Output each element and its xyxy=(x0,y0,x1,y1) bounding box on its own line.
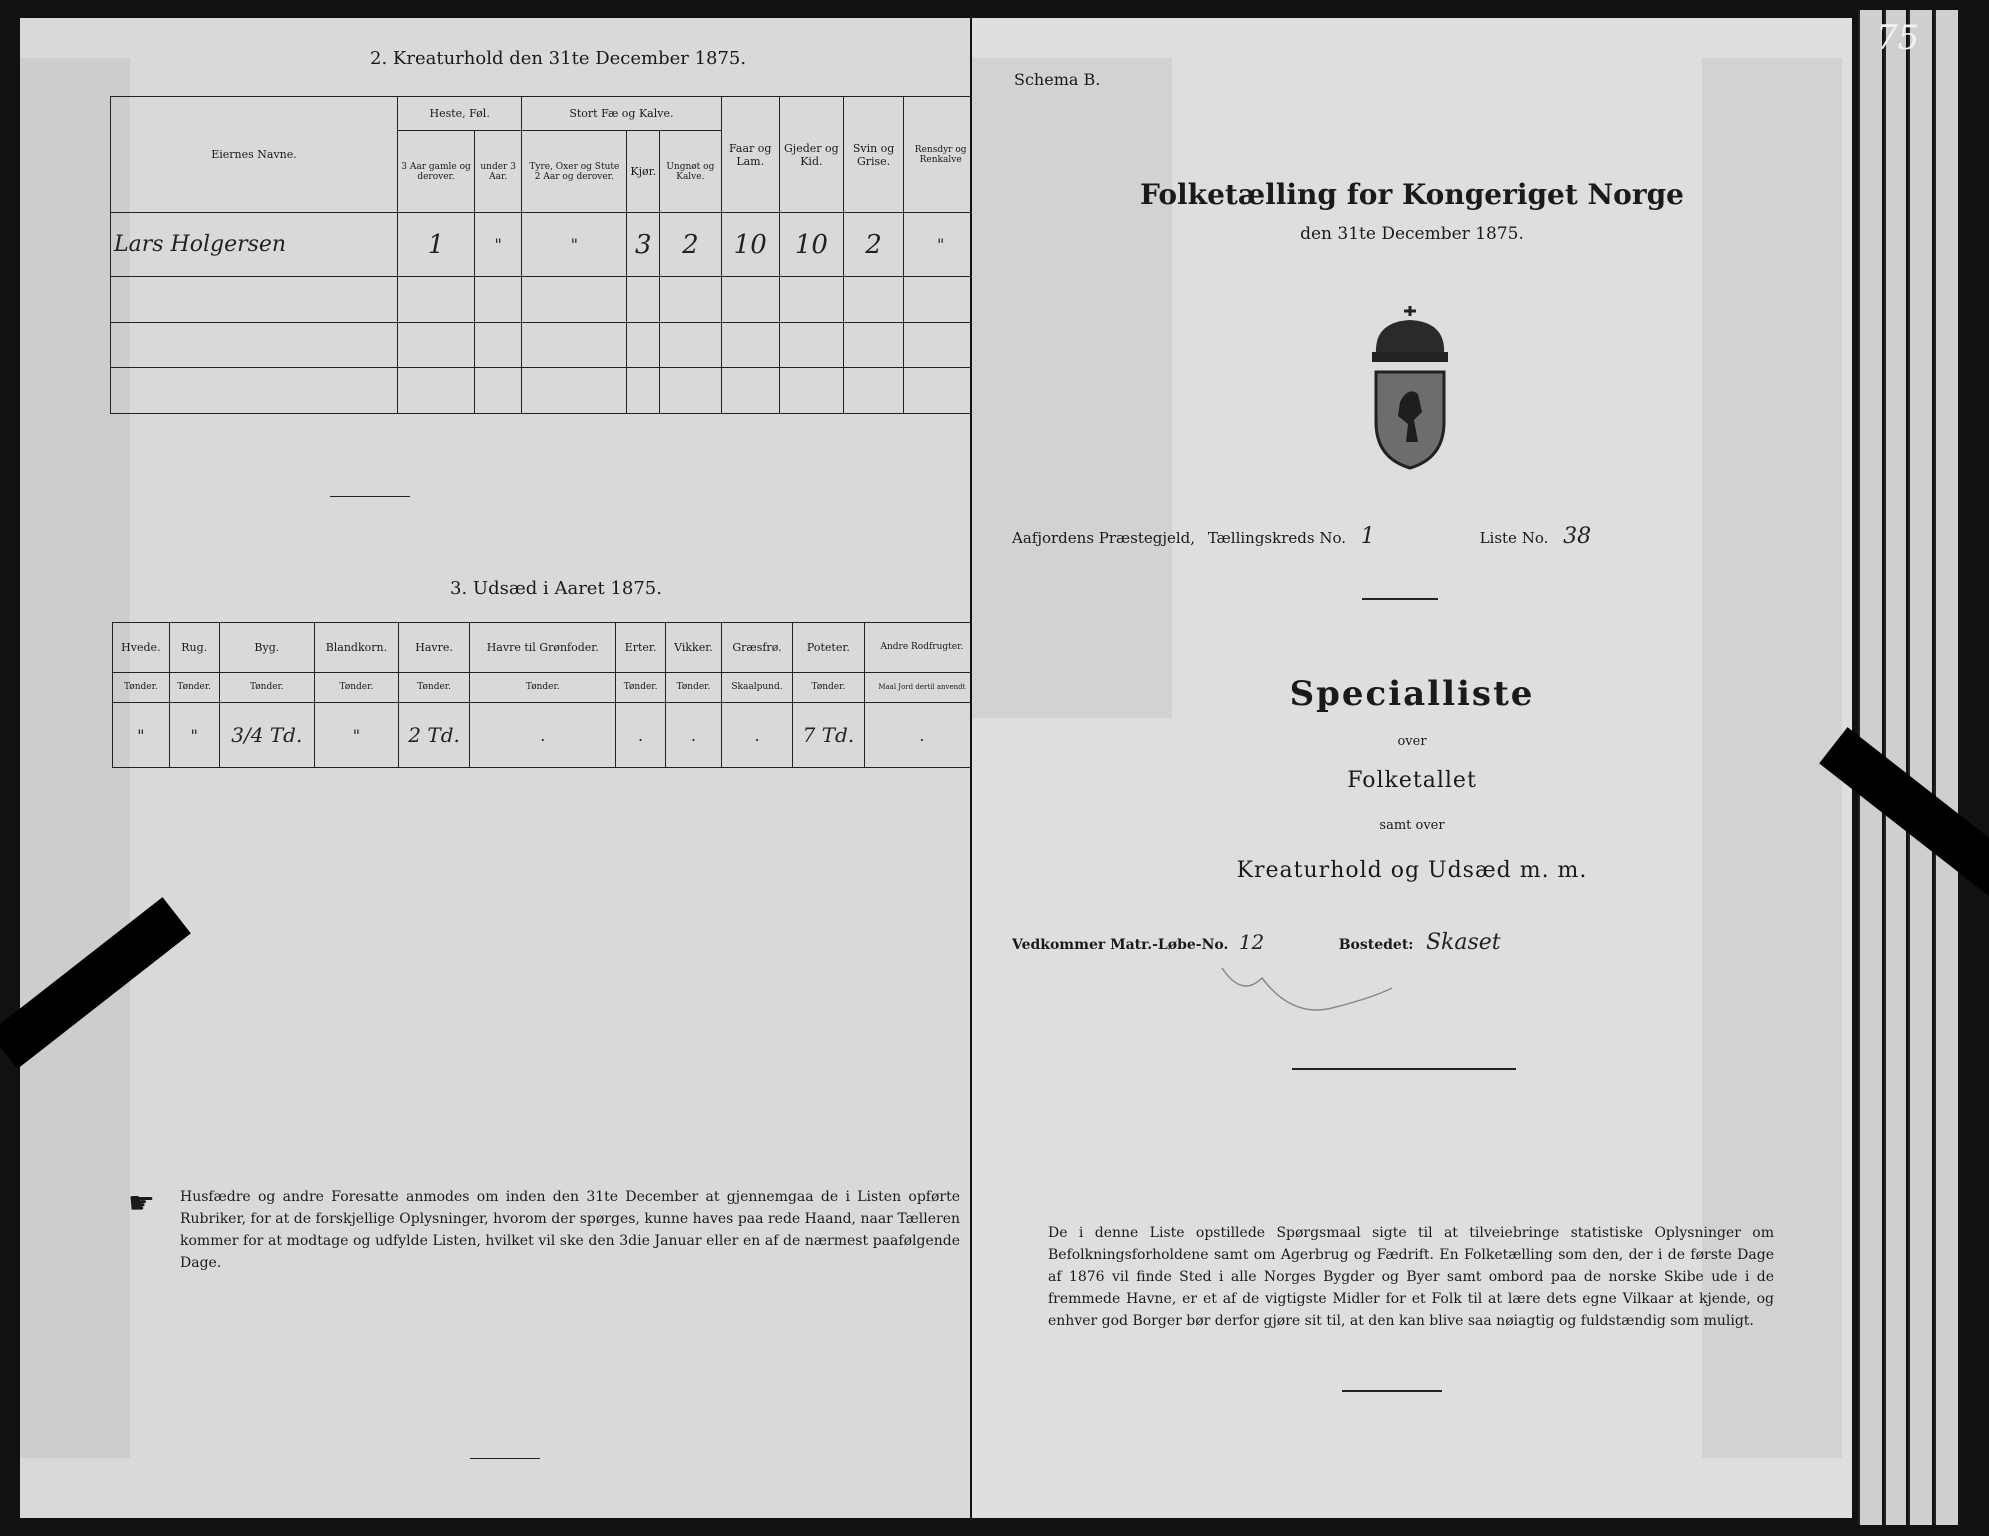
seed-section-title: 3. Udsæd i Aaret 1875. xyxy=(450,578,662,599)
parish-line xyxy=(1012,524,1591,549)
horse-b-header: under 3 Aar. xyxy=(475,131,522,213)
unit-label: Tønder. xyxy=(398,672,470,702)
goats-header: Gjeder og Kid. xyxy=(779,97,843,213)
rye-header: Rug. xyxy=(169,623,219,673)
peas-header: Erter. xyxy=(616,623,666,673)
unit-label: Tønder. xyxy=(315,672,399,702)
unit-label: Tønder. xyxy=(616,672,666,702)
table-row xyxy=(111,322,978,368)
bosted-value: Skaset xyxy=(1425,930,1501,955)
seed-value: 3/4 Td. xyxy=(219,703,314,768)
parish-label: Aafjordens Præstegjeld, xyxy=(1012,529,1196,547)
cattle-group-header: Stort Fæ og Kalve. xyxy=(522,97,721,131)
wheat-header: Hvede. xyxy=(113,623,170,673)
vetch-header: Vikker. xyxy=(666,623,722,673)
unit-label: Tønder. xyxy=(169,672,219,702)
pencil-squiggle xyxy=(1212,958,1412,1038)
horse-group-header: Heste, Føl. xyxy=(398,97,522,131)
page-edge-strip xyxy=(1908,10,1932,1525)
coat-of-arms-icon xyxy=(1352,302,1468,472)
table-row xyxy=(111,277,978,323)
seed-value: " xyxy=(315,703,399,768)
divider-line xyxy=(1362,598,1438,600)
notice-text: Husfædre og andre Foresatte anmodes om inden den 31te December at gjennemgaa de i Listen opførte Rubriker, for at de forskjellige Oplysninger, hvorom der spørges, kunne haves paa rede Haand, naar Tælleren kommer for at modtage og udfylde Listen, hvilket vil ske den 3die Januar eller en af de nærmest paafølgende Dage. xyxy=(180,1189,960,1271)
specialliste-title: Specialliste xyxy=(1289,674,1535,714)
census-title: Folketælling for Kongeriget Norge xyxy=(1140,178,1684,211)
seed-value: . xyxy=(666,703,722,768)
seed-value: 7 Td. xyxy=(793,703,865,768)
oats-header: Havre. xyxy=(398,623,470,673)
divider-line xyxy=(1292,1068,1516,1070)
sheep-header: Faar og Lam. xyxy=(721,97,779,213)
cattle-b-header: Kjør. xyxy=(627,131,660,213)
footer-text: De i denne Liste opstillede Spørgsmaal sigte til at tilveiebringe statistiske Oplysninger om Befolkningsforholdene samt om Agerbrug og Fædrift. En Folketælling som den, der i de første Dage af 1876 vil finde Sted i alle Norges Bygder og Byer samt ombord paa de norske Skibe ude i de fremmede Havne, er et af de vigtigste Midler for et Folk til at lære dets egne Vilkaar at kjende, og enhver god Borger bør derfor gjøre sit til, at den kan blive saa nøiagtig og fuldstændig som muligt. xyxy=(1048,1225,1774,1329)
pointing-hand-icon: ☛ xyxy=(128,1186,155,1221)
green-oats-header: Havre til Grønfoder. xyxy=(470,623,616,673)
matr-value: 12 xyxy=(1238,930,1265,954)
sheep-cell: 10 xyxy=(721,213,779,277)
horse-b-cell: " xyxy=(475,213,522,277)
cattle-a-cell: " xyxy=(522,213,627,277)
folketallet-text: Folketallet xyxy=(1347,768,1477,793)
other-roots-header: Andre Rodfrugter. xyxy=(864,623,979,673)
seed-value: . xyxy=(616,703,666,768)
cattle-c-header: Ungnøt og Kalve. xyxy=(660,131,721,213)
district-value: 1 xyxy=(1360,524,1375,549)
divider-line xyxy=(470,1458,540,1459)
bleed-through-column xyxy=(972,58,1172,718)
mixed-grain-header: Blandkorn. xyxy=(315,623,399,673)
seed-value: " xyxy=(169,703,219,768)
unit-label: Tønder. xyxy=(666,672,722,702)
seed-table xyxy=(112,622,980,768)
cattle-a-header: Tyre, Oxer og Stute 2 Aar og derover. xyxy=(522,131,627,213)
census-date: den 31te December 1875. xyxy=(1300,224,1524,244)
district-label: Tællingskreds No. xyxy=(1207,529,1346,547)
list-value: 38 xyxy=(1563,524,1592,549)
unit-label: Tønder. xyxy=(219,672,314,702)
pigs-header: Svin og Grise. xyxy=(843,97,904,213)
matr-label: Vedkommer Matr.-Løbe-No. xyxy=(1012,937,1229,953)
horse-a-cell: 1 xyxy=(398,213,475,277)
horse-a-header: 3 Aar gamle og derover. xyxy=(398,131,475,213)
pigs-cell: 2 xyxy=(843,213,904,277)
seed-value: . xyxy=(721,703,792,768)
bosted-label: Bostedet: xyxy=(1338,937,1414,953)
table-row xyxy=(111,368,978,414)
unit-label: Tønder. xyxy=(793,672,865,702)
kreaturhold-text: Kreaturhold og Udsæd m. m. xyxy=(1236,858,1588,883)
livestock-section-title: 2. Kreaturhold den 31te December 1875. xyxy=(370,48,747,69)
seed-value: " xyxy=(113,703,170,768)
samt-over-text: samt over xyxy=(1379,818,1445,833)
page-edge-strip xyxy=(1934,10,1958,1525)
cattle-c-cell: 2 xyxy=(660,213,721,277)
unit-label: Tønder. xyxy=(470,672,616,702)
seed-value: . xyxy=(470,703,616,768)
reindeer-header: Rensdyr og Renkalve xyxy=(904,97,978,213)
reindeer-cell: " xyxy=(904,213,978,277)
over-text: over xyxy=(1397,734,1427,749)
potatoes-header: Poteter. xyxy=(793,623,865,673)
left-page xyxy=(20,18,970,1518)
owner-header: Eiernes Navne. xyxy=(111,97,398,213)
schema-label: Schema B. xyxy=(1014,70,1101,89)
owner-cell: Lars Holgersen xyxy=(111,213,398,277)
table-row xyxy=(113,703,980,768)
unit-label: Tønder. xyxy=(113,672,170,702)
right-page xyxy=(972,18,1852,1518)
unit-label: Maal Jord dertil anvendt xyxy=(864,672,979,702)
list-label: Liste No. xyxy=(1479,529,1549,547)
goats-cell: 10 xyxy=(779,213,843,277)
page-number: 75 xyxy=(1876,18,1920,58)
table-row xyxy=(111,213,978,277)
divider-line xyxy=(1342,1390,1442,1392)
livestock-table xyxy=(110,96,978,414)
grass-seed-header: Græsfrø. xyxy=(721,623,792,673)
unit-label: Skaalpund. xyxy=(721,672,792,702)
seed-value: 2 Td. xyxy=(398,703,470,768)
cattle-b-cell: 3 xyxy=(627,213,660,277)
barley-header: Byg. xyxy=(219,623,314,673)
matr-line xyxy=(1012,930,1501,955)
divider-line xyxy=(330,496,410,497)
seed-value: . xyxy=(864,703,979,768)
